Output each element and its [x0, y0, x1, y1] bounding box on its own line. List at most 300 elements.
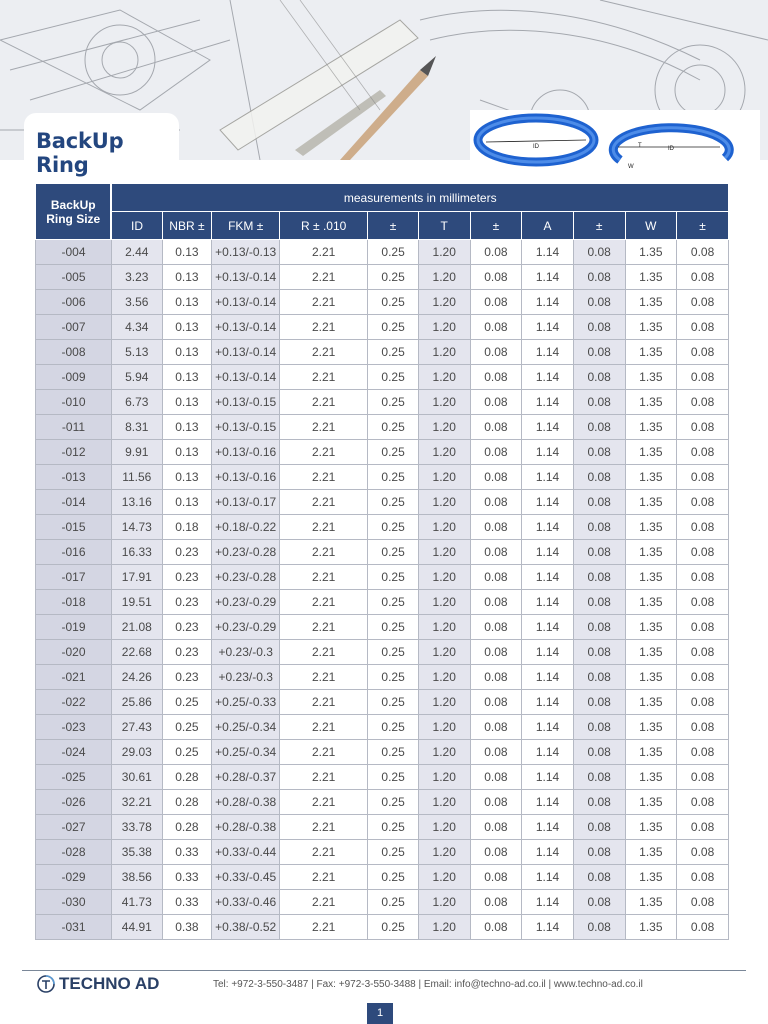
value-cell: 0.08	[677, 415, 729, 440]
value-cell: 1.14	[522, 715, 574, 740]
value-cell: 0.13	[162, 440, 212, 465]
value-cell: 1.14	[522, 865, 574, 890]
value-cell: 1.20	[418, 590, 470, 615]
value-cell: 1.20	[418, 315, 470, 340]
size-cell: -016	[36, 540, 112, 565]
value-cell: +0.18/-0.22	[212, 515, 280, 540]
value-cell: 1.20	[418, 865, 470, 890]
value-cell: 0.25	[368, 715, 419, 740]
company-logo	[36, 974, 159, 994]
value-cell: 0.08	[573, 690, 625, 715]
value-cell: 0.25	[368, 265, 419, 290]
value-cell: 44.91	[111, 915, 162, 940]
value-cell: 0.13	[162, 340, 212, 365]
value-cell: 2.21	[280, 590, 368, 615]
size-cell: -021	[36, 665, 112, 690]
value-cell: +0.13/-0.14	[212, 365, 280, 390]
page-title: BackUp Ring	[36, 129, 124, 177]
table-row	[36, 640, 729, 665]
table-row	[36, 615, 729, 640]
column-header: ±	[573, 212, 625, 240]
value-cell: 0.23	[162, 665, 212, 690]
size-cell: -013	[36, 465, 112, 490]
footer-divider	[22, 970, 746, 971]
value-cell: 0.08	[573, 290, 625, 315]
value-cell: +0.23/-0.28	[212, 565, 280, 590]
value-cell: 2.21	[280, 515, 368, 540]
table-row	[36, 390, 729, 415]
value-cell: 1.35	[625, 565, 677, 590]
measurements-group-header: measurements in millimeters	[111, 184, 728, 212]
value-cell: +0.33/-0.44	[212, 840, 280, 865]
value-cell: +0.25/-0.34	[212, 740, 280, 765]
size-cell: -025	[36, 765, 112, 790]
value-cell: 2.21	[280, 865, 368, 890]
value-cell: 0.08	[677, 515, 729, 540]
table-row	[36, 340, 729, 365]
value-cell: 0.28	[162, 765, 212, 790]
value-cell: 2.21	[280, 915, 368, 940]
value-cell: 41.73	[111, 890, 162, 915]
value-cell: 0.08	[677, 915, 729, 940]
value-cell: 1.20	[418, 340, 470, 365]
value-cell: 11.56	[111, 465, 162, 490]
value-cell: 0.25	[162, 715, 212, 740]
value-cell: 0.25	[368, 665, 419, 690]
value-cell: 0.08	[677, 465, 729, 490]
value-cell: 1.14	[522, 340, 574, 365]
value-cell: 0.13	[162, 315, 212, 340]
value-cell: 0.25	[368, 565, 419, 590]
size-cell: -017	[36, 565, 112, 590]
value-cell: 1.14	[522, 665, 574, 690]
value-cell: 0.23	[162, 540, 212, 565]
value-cell: 38.56	[111, 865, 162, 890]
value-cell: 0.08	[677, 440, 729, 465]
table-row	[36, 265, 729, 290]
value-cell: 1.35	[625, 640, 677, 665]
value-cell: 1.20	[418, 765, 470, 790]
value-cell: 0.08	[677, 590, 729, 615]
value-cell: 2.21	[280, 390, 368, 415]
value-cell: 0.25	[368, 465, 419, 490]
value-cell: 0.25	[368, 865, 419, 890]
value-cell: 1.35	[625, 840, 677, 865]
contact-info: Tel: +972-3-550-3487 | Fax: +972-3-550-3488 | Email: info@techno-ad.co.il | www.techno-ad.co.il	[213, 979, 643, 990]
value-cell: 0.25	[368, 690, 419, 715]
table-row	[36, 790, 729, 815]
size-cell: -028	[36, 840, 112, 865]
value-cell: +0.13/-0.17	[212, 490, 280, 515]
value-cell: 4.34	[111, 315, 162, 340]
table-row	[36, 765, 729, 790]
value-cell: 0.13	[162, 265, 212, 290]
value-cell: 1.35	[625, 340, 677, 365]
value-cell: 0.08	[470, 840, 522, 865]
table-row	[36, 465, 729, 490]
value-cell: 1.35	[625, 765, 677, 790]
column-header: A	[522, 212, 574, 240]
value-cell: 0.08	[470, 740, 522, 765]
value-cell: 1.14	[522, 565, 574, 590]
table-row	[36, 440, 729, 465]
table-row	[36, 740, 729, 765]
value-cell: 1.20	[418, 715, 470, 740]
value-cell: 0.08	[573, 890, 625, 915]
value-cell: 3.56	[111, 290, 162, 315]
value-cell: 0.08	[470, 890, 522, 915]
value-cell: 1.20	[418, 265, 470, 290]
value-cell: 1.14	[522, 390, 574, 415]
value-cell: +0.13/-0.15	[212, 390, 280, 415]
value-cell: 0.08	[573, 265, 625, 290]
value-cell: 21.08	[111, 615, 162, 640]
value-cell: 0.08	[573, 790, 625, 815]
value-cell: 2.21	[280, 240, 368, 265]
value-cell: 1.20	[418, 740, 470, 765]
ring-label-w: W	[628, 164, 634, 170]
value-cell: 0.08	[573, 815, 625, 840]
value-cell: 0.25	[368, 890, 419, 915]
value-cell: 1.14	[522, 290, 574, 315]
value-cell: 1.14	[522, 465, 574, 490]
value-cell: 0.23	[162, 615, 212, 640]
value-cell: 0.08	[470, 915, 522, 940]
value-cell: 1.14	[522, 815, 574, 840]
value-cell: 0.08	[677, 365, 729, 390]
value-cell: 0.13	[162, 290, 212, 315]
table-row	[36, 290, 729, 315]
value-cell: 1.35	[625, 815, 677, 840]
value-cell: 0.08	[573, 540, 625, 565]
value-cell: 0.25	[368, 340, 419, 365]
value-cell: 0.23	[162, 590, 212, 615]
value-cell: 0.08	[677, 615, 729, 640]
value-cell: 1.35	[625, 740, 677, 765]
value-cell: 2.21	[280, 815, 368, 840]
column-header: FKM ±	[212, 212, 280, 240]
value-cell: 0.08	[677, 490, 729, 515]
logo-text: TECHNO AD	[59, 974, 160, 993]
value-cell: +0.33/-0.46	[212, 890, 280, 915]
table-row	[36, 315, 729, 340]
value-cell: 1.14	[522, 690, 574, 715]
value-cell: 0.08	[677, 765, 729, 790]
size-cell: -005	[36, 265, 112, 290]
value-cell: 1.14	[522, 315, 574, 340]
table-row	[36, 590, 729, 615]
value-cell: 1.35	[625, 315, 677, 340]
value-cell: +0.38/-0.52	[212, 915, 280, 940]
value-cell: 0.25	[368, 640, 419, 665]
value-cell: 2.21	[280, 365, 368, 390]
value-cell: 1.35	[625, 615, 677, 640]
value-cell: 1.14	[522, 790, 574, 815]
value-cell: 0.25	[368, 815, 419, 840]
value-cell: 0.08	[573, 465, 625, 490]
value-cell: 1.14	[522, 240, 574, 265]
value-cell: 1.35	[625, 690, 677, 715]
value-cell: 1.20	[418, 240, 470, 265]
value-cell: 2.21	[280, 565, 368, 590]
value-cell: 0.08	[470, 865, 522, 890]
table-row	[36, 715, 729, 740]
value-cell: 1.35	[625, 415, 677, 440]
value-cell: 1.35	[625, 590, 677, 615]
value-cell: 6.73	[111, 390, 162, 415]
value-cell: 1.14	[522, 415, 574, 440]
value-cell: 1.14	[522, 890, 574, 915]
value-cell: 0.08	[677, 565, 729, 590]
column-header: ±	[677, 212, 729, 240]
table-row	[36, 415, 729, 440]
value-cell: 0.08	[573, 765, 625, 790]
value-cell: 0.08	[677, 665, 729, 690]
value-cell: 0.25	[368, 515, 419, 540]
value-cell: 0.08	[470, 340, 522, 365]
value-cell: 16.33	[111, 540, 162, 565]
value-cell: 2.21	[280, 665, 368, 690]
value-cell: 0.08	[470, 765, 522, 790]
value-cell: 0.08	[677, 715, 729, 740]
value-cell: 0.25	[368, 240, 419, 265]
header-row-group	[36, 184, 729, 212]
value-cell: 1.14	[522, 615, 574, 640]
value-cell: 0.08	[470, 440, 522, 465]
backup-ring-diagram	[470, 110, 760, 170]
value-cell: 1.20	[418, 290, 470, 315]
value-cell: 2.21	[280, 640, 368, 665]
value-cell: 0.25	[368, 490, 419, 515]
value-cell: 0.25	[368, 315, 419, 340]
value-cell: 0.08	[470, 365, 522, 390]
value-cell: 0.08	[470, 390, 522, 415]
value-cell: 1.14	[522, 590, 574, 615]
value-cell: 1.20	[418, 540, 470, 565]
value-cell: 5.13	[111, 340, 162, 365]
size-cell: -004	[36, 240, 112, 265]
value-cell: 0.33	[162, 890, 212, 915]
value-cell: 1.35	[625, 365, 677, 390]
value-cell: 0.33	[162, 865, 212, 890]
value-cell: 1.35	[625, 790, 677, 815]
value-cell: 1.14	[522, 540, 574, 565]
column-header: NBR ±	[162, 212, 212, 240]
value-cell: 0.08	[573, 490, 625, 515]
value-cell: +0.23/-0.3	[212, 640, 280, 665]
value-cell: 0.08	[573, 365, 625, 390]
size-cell: -024	[36, 740, 112, 765]
size-cell: -015	[36, 515, 112, 540]
value-cell: 0.28	[162, 790, 212, 815]
size-cell: -030	[36, 890, 112, 915]
value-cell: 1.14	[522, 440, 574, 465]
value-cell: 0.08	[677, 815, 729, 840]
value-cell: 1.20	[418, 640, 470, 665]
size-cell: -007	[36, 315, 112, 340]
value-cell: 2.21	[280, 840, 368, 865]
value-cell: 0.25	[368, 540, 419, 565]
size-cell: -031	[36, 915, 112, 940]
value-cell: 25.86	[111, 690, 162, 715]
value-cell: 0.08	[470, 490, 522, 515]
value-cell: 0.08	[677, 640, 729, 665]
value-cell: 0.25	[162, 740, 212, 765]
size-cell: -029	[36, 865, 112, 890]
value-cell: 2.21	[280, 690, 368, 715]
value-cell: 0.08	[677, 240, 729, 265]
value-cell: +0.23/-0.28	[212, 540, 280, 565]
value-cell: +0.25/-0.33	[212, 690, 280, 715]
value-cell: 1.20	[418, 440, 470, 465]
ring-label-t: T	[638, 143, 642, 149]
value-cell: 0.25	[162, 690, 212, 715]
value-cell: 1.20	[418, 390, 470, 415]
value-cell: 0.08	[573, 440, 625, 465]
value-cell: +0.13/-0.16	[212, 440, 280, 465]
value-cell: 1.35	[625, 465, 677, 490]
value-cell: 1.35	[625, 890, 677, 915]
value-cell: 1.20	[418, 915, 470, 940]
value-cell: 1.35	[625, 540, 677, 565]
value-cell: 0.08	[573, 665, 625, 690]
value-cell: 0.13	[162, 365, 212, 390]
value-cell: 0.08	[470, 415, 522, 440]
value-cell: 1.35	[625, 265, 677, 290]
size-cell: -010	[36, 390, 112, 415]
value-cell: +0.13/-0.14	[212, 290, 280, 315]
value-cell: 0.08	[470, 240, 522, 265]
value-cell: 1.35	[625, 715, 677, 740]
size-column-header: BackUp Ring Size	[36, 184, 112, 240]
value-cell: 0.13	[162, 490, 212, 515]
value-cell: 22.68	[111, 640, 162, 665]
value-cell: 1.20	[418, 615, 470, 640]
value-cell: 0.08	[470, 590, 522, 615]
value-cell: 1.35	[625, 915, 677, 940]
value-cell: 2.21	[280, 415, 368, 440]
value-cell: 1.20	[418, 665, 470, 690]
value-cell: 8.31	[111, 415, 162, 440]
value-cell: 0.08	[677, 865, 729, 890]
value-cell: 0.08	[573, 340, 625, 365]
value-cell: +0.13/-0.14	[212, 340, 280, 365]
value-cell: 0.23	[162, 565, 212, 590]
value-cell: 1.14	[522, 915, 574, 940]
column-header: T	[418, 212, 470, 240]
value-cell: 0.08	[677, 340, 729, 365]
table-row	[36, 690, 729, 715]
value-cell: 0.18	[162, 515, 212, 540]
title-tab	[24, 113, 179, 177]
size-cell: -022	[36, 690, 112, 715]
value-cell: 1.14	[522, 765, 574, 790]
size-cell: -012	[36, 440, 112, 465]
value-cell: 0.08	[573, 615, 625, 640]
value-cell: 0.08	[470, 640, 522, 665]
value-cell: 0.28	[162, 815, 212, 840]
value-cell: 0.08	[573, 240, 625, 265]
logo-icon	[36, 974, 56, 994]
value-cell: 0.08	[470, 665, 522, 690]
value-cell: 1.14	[522, 640, 574, 665]
value-cell: 0.08	[573, 515, 625, 540]
value-cell: 0.08	[573, 565, 625, 590]
value-cell: +0.13/-0.16	[212, 465, 280, 490]
value-cell: 2.21	[280, 290, 368, 315]
value-cell: 0.25	[368, 440, 419, 465]
value-cell: +0.23/-0.3	[212, 665, 280, 690]
ring-label-id: ID	[533, 144, 539, 150]
value-cell: 0.08	[573, 740, 625, 765]
table-body	[36, 240, 729, 940]
value-cell: 0.08	[677, 890, 729, 915]
value-cell: 2.21	[280, 315, 368, 340]
backup-ring-table	[35, 183, 729, 940]
value-cell: 0.08	[470, 465, 522, 490]
value-cell: 0.08	[573, 865, 625, 890]
size-cell: -011	[36, 415, 112, 440]
value-cell: 2.21	[280, 790, 368, 815]
value-cell: 0.25	[368, 390, 419, 415]
table-row	[36, 565, 729, 590]
value-cell: 1.35	[625, 515, 677, 540]
value-cell: +0.28/-0.37	[212, 765, 280, 790]
value-cell: 1.35	[625, 665, 677, 690]
table-row	[36, 540, 729, 565]
size-cell: -026	[36, 790, 112, 815]
value-cell: +0.13/-0.14	[212, 315, 280, 340]
value-cell: 0.08	[573, 840, 625, 865]
value-cell: 1.20	[418, 690, 470, 715]
size-cell: -027	[36, 815, 112, 840]
value-cell: +0.13/-0.14	[212, 265, 280, 290]
value-cell: 0.08	[573, 640, 625, 665]
value-cell: 0.13	[162, 390, 212, 415]
table-row	[36, 515, 729, 540]
value-cell: 0.08	[470, 815, 522, 840]
ring-label-id2: ID	[668, 146, 674, 152]
table-row	[36, 840, 729, 865]
table-row	[36, 815, 729, 840]
value-cell: 1.20	[418, 890, 470, 915]
value-cell: 9.91	[111, 440, 162, 465]
column-header: ±	[470, 212, 522, 240]
value-cell: 0.08	[470, 315, 522, 340]
value-cell: 1.20	[418, 365, 470, 390]
value-cell: 1.20	[418, 815, 470, 840]
value-cell: 17.91	[111, 565, 162, 590]
value-cell: 0.08	[677, 290, 729, 315]
column-header: W	[625, 212, 677, 240]
value-cell: 0.25	[368, 590, 419, 615]
value-cell: 0.38	[162, 915, 212, 940]
value-cell: +0.23/-0.29	[212, 590, 280, 615]
value-cell: 1.35	[625, 490, 677, 515]
value-cell: 0.25	[368, 740, 419, 765]
value-cell: +0.13/-0.15	[212, 415, 280, 440]
value-cell: 2.21	[280, 715, 368, 740]
size-cell: -006	[36, 290, 112, 315]
table-row	[36, 890, 729, 915]
size-cell: -009	[36, 365, 112, 390]
value-cell: 19.51	[111, 590, 162, 615]
value-cell: 0.25	[368, 840, 419, 865]
value-cell: 3.23	[111, 265, 162, 290]
value-cell: 1.35	[625, 390, 677, 415]
value-cell: 0.08	[677, 690, 729, 715]
value-cell: 2.21	[280, 465, 368, 490]
